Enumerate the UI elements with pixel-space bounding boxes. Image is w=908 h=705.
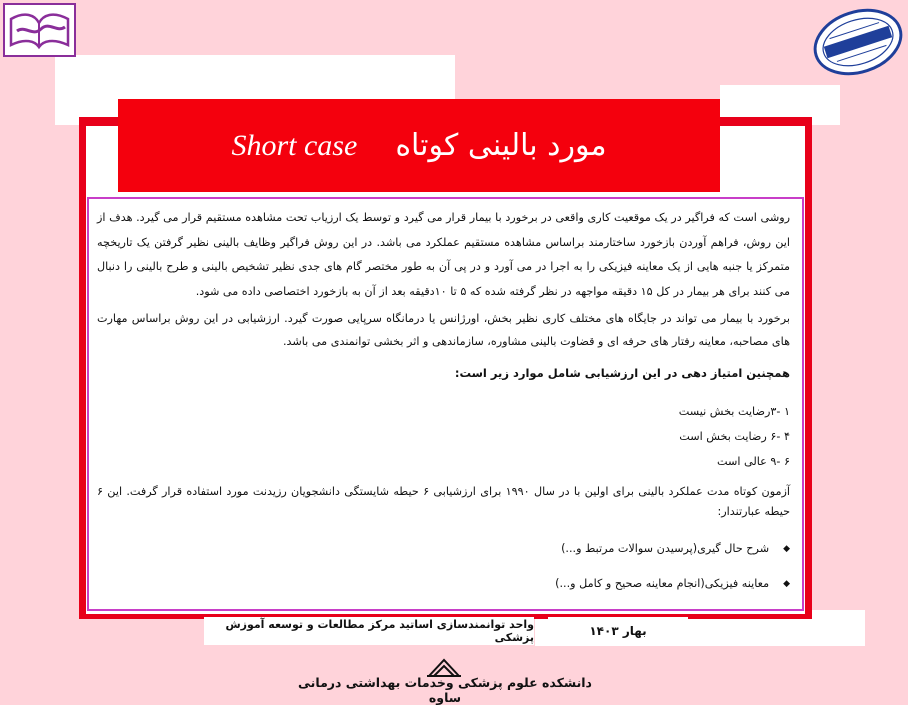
open-book-icon <box>3 3 76 57</box>
paragraph-history: آزمون کوتاه مدت عملکرد بالینی برای اولین با در سال ۱۹۹۰ برای ارزشیابی ۶ حیطه شایستگی دانشجویان رزیدنت مورد استفاده قرار گرفت. این ۶ حیطه عبارتندار: <box>97 485 790 518</box>
scoring-heading: همچنین امتیاز دهی در این ارزشیابی شامل موارد زیر است: <box>454 366 790 380</box>
score-list <box>97 399 790 474</box>
university-seal-icon <box>810 2 906 82</box>
title-persian: مورد بالینی کوتاه <box>395 128 607 163</box>
footer-date-label: بهار ۱۴۰۳ <box>548 617 688 645</box>
score-item: ۶ -۹ عالی است <box>716 455 790 468</box>
list-item-text: شرح حال گیری(پرسیدن سوالات مرتبط و...) <box>561 542 770 555</box>
title-banner <box>118 99 720 192</box>
domain-list <box>97 538 790 595</box>
content-box <box>87 197 804 611</box>
bullet-icon: ◆ <box>783 544 790 554</box>
list-item-text: معاینه فیزیکی(انجام معاینه صحیح و کامل و...) <box>555 577 770 590</box>
list-item <box>97 573 790 595</box>
score-item: ۴ -۶ رضایت بخش است <box>679 430 790 443</box>
paragraph-settings: برخورد با بیمار می تواند در جایگاه های مختلف کاری نظیر بخش، اورژانس یا درمانگاه سرپایی صورت گیرد. ارزشیابی در این روش براساس مهارت های مصاحبه، معاینه رفتار های حرفه ای و قضاوت بالینی مشاوره، سازماندهی و اثر بخشی توانمندی می باشد. <box>97 312 790 348</box>
university-name: دانشکده علوم پزشکی وخدمات بهداشتی درمانی ساوه <box>298 675 592 705</box>
score-item: ۱ -۳رضایت بخش نیست <box>678 405 790 418</box>
bullet-icon: ◆ <box>783 579 790 589</box>
paragraph-definition: روشی است که فراگیر در یک موقعیت کاری واقعی در برخورد با بیمار قرار می گیرد و توسط یک ارزیاب تحت مشاهده مستقیم قرار می گیرد. هدف از این روش، فراهم آوردن بازخورد ساختارمند براساس مشاهده مستقیم عملکرد می باشد. در این روش فراگیر وظایف بالینی نظیر گرفتن یک تاریخچه متمرکز یا جنبه هایی از یک معاینه فیزیکی را به اجرا در می آورد و در پی آن به طور مختصر گام های جدی نظیر تشخیص بالینی و طرح بالینی را دنبال می کنند برای هر بیمار در کل ۱۵ دقیقه مواجهه در نظر گرفته شده که ۵ تا ۱۰دقیقه بعد از آن به بازخورد اختصاصی داده می شود. <box>97 211 790 298</box>
list-item <box>97 538 790 560</box>
title-english: Short case <box>231 128 358 162</box>
footer-unit-label: واحد توانمندسازی اساتید مرکز مطالعات و توسعه آموزش پزشکی <box>204 617 534 645</box>
